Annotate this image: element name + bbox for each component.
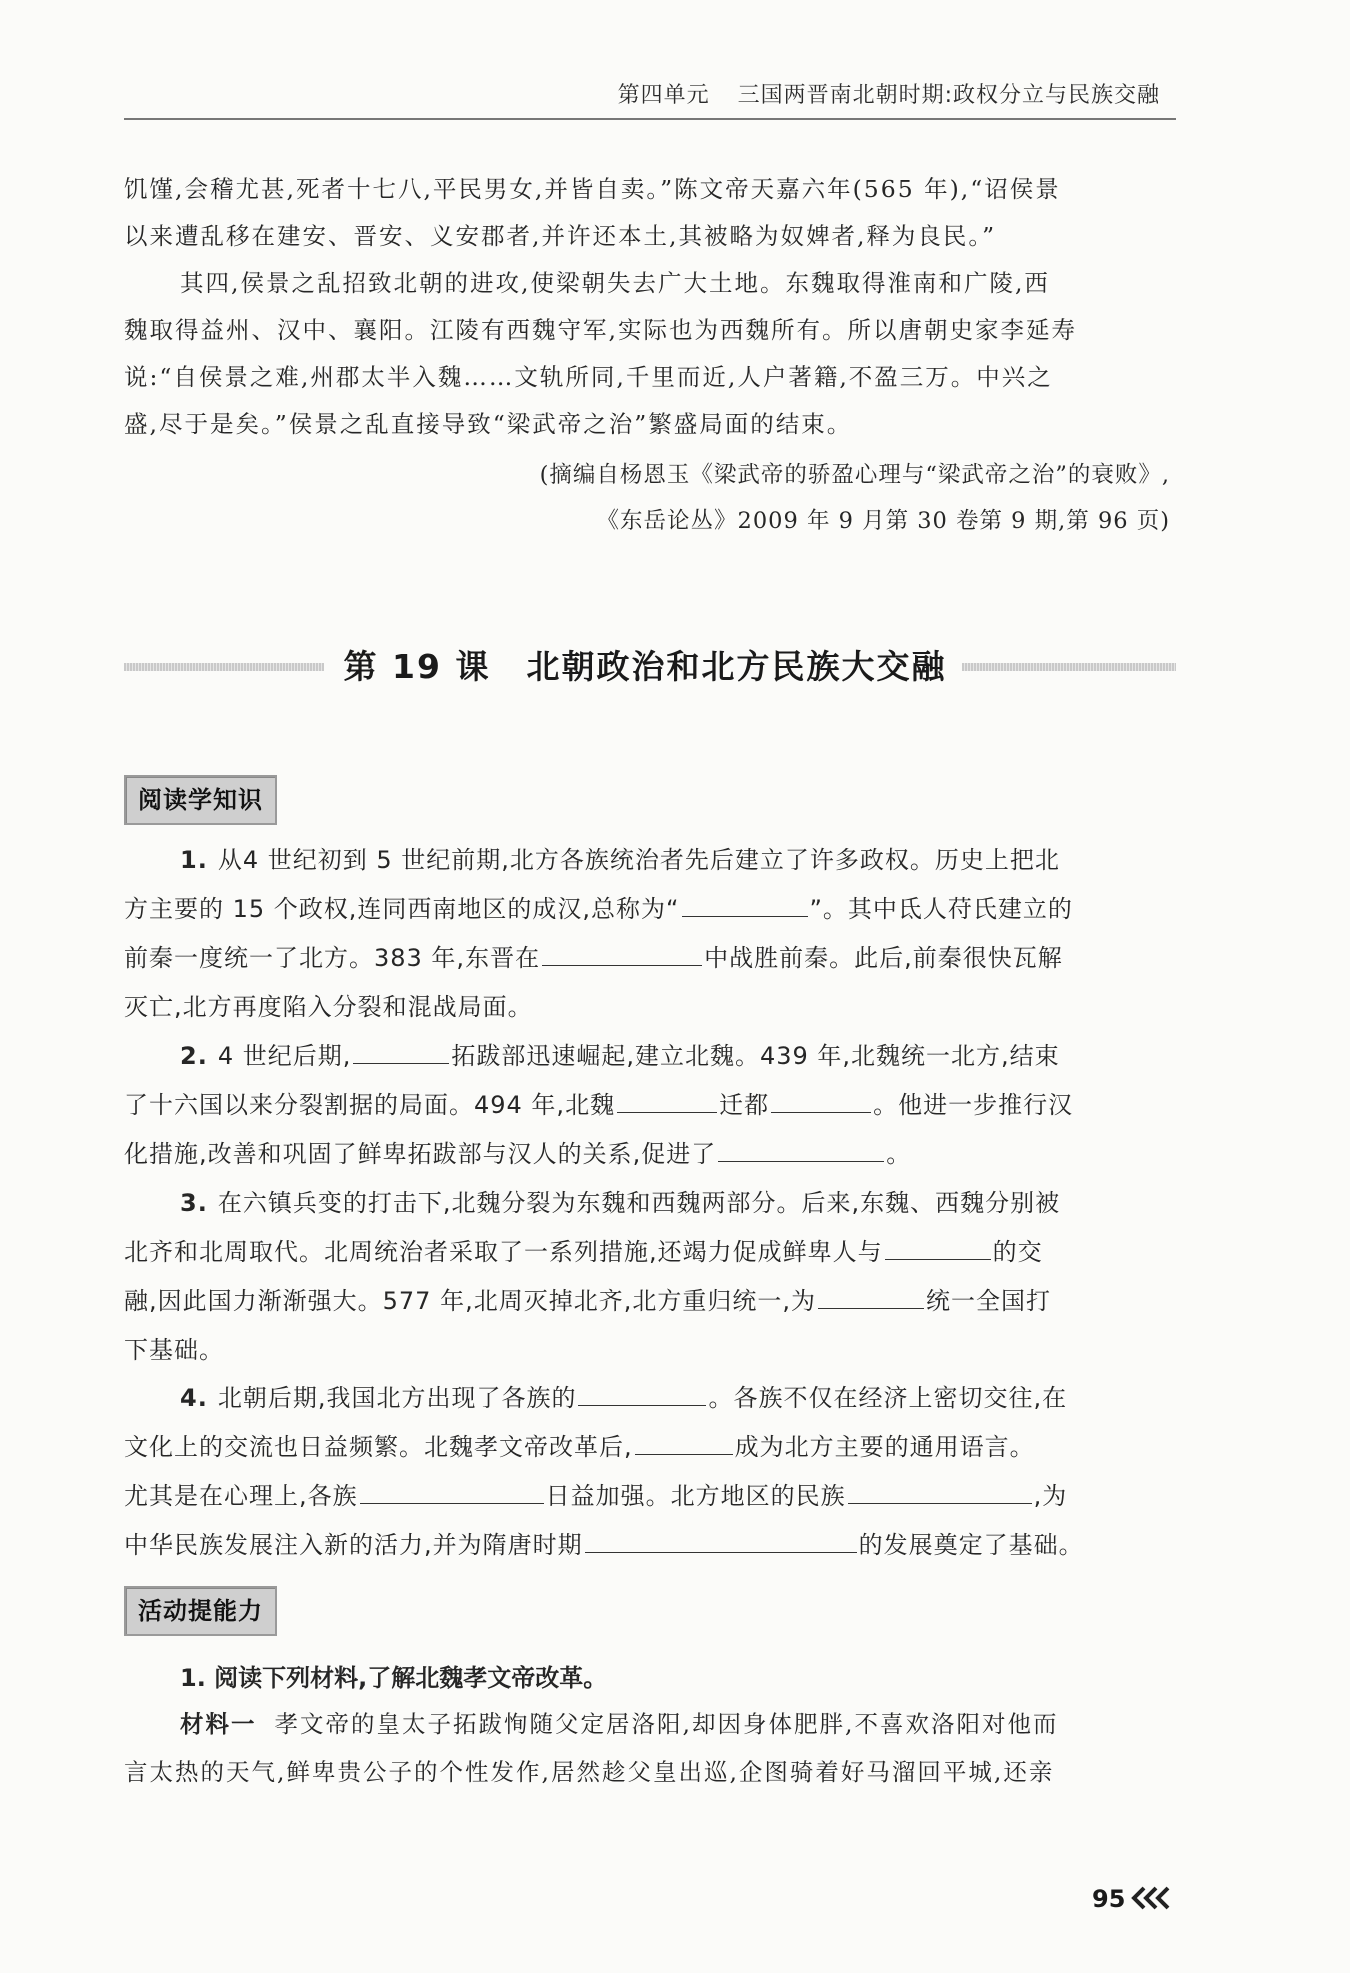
running-header (618, 78, 1160, 109)
excerpt-line-3: 其四,侯景之乱招致北朝的进攻,使梁朝失去广大土地。东魏取得淮南和广陵,西 (180, 269, 1050, 297)
q2-text-3b: 。 (886, 1140, 912, 1168)
answer-blank[interactable] (353, 1035, 449, 1064)
header-rule (124, 118, 1176, 120)
answer-blank[interactable] (771, 1084, 871, 1113)
q1-text-4: 灭亡,北方再度陷入分裂和混战局面。 (124, 993, 533, 1021)
answer-blank[interactable] (818, 1280, 924, 1309)
question-2 (124, 1032, 1176, 1179)
q3-text-2b: 的交 (992, 1238, 1043, 1266)
material-line-1: 孝文帝的皇太子拓跋恂随父定居洛阳,却因身体肥胖,不喜欢洛阳对他而 (274, 1710, 1059, 1738)
q2-number: 2. (180, 1042, 208, 1070)
title-rule-left (124, 663, 324, 671)
answer-blank[interactable] (885, 1231, 991, 1260)
answer-blank[interactable] (848, 1475, 1032, 1504)
page-number: 95 (1092, 1885, 1126, 1913)
excerpt-line-2: 以来遭乱移在建安、晋安、义安郡者,并许还本土,其被略为奴婢者,释为良民。” (124, 222, 997, 250)
q4-text-1a: 北朝后期,我国北方出现了各族的 (217, 1384, 577, 1412)
answer-blank[interactable] (682, 888, 808, 917)
lesson-number: 第 19 课 (343, 647, 491, 686)
answer-blank[interactable] (578, 1377, 706, 1406)
unit-label: 第四单元 (617, 83, 710, 108)
material-line-2: 言太热的天气,鲜卑贵公子的个性发作,居然趁父皇出巡,企图骑着好马溜回平城,还亲 (124, 1758, 1055, 1786)
lesson-title-bar (124, 633, 1176, 693)
citation-line-1: (摘编自杨恩玉《梁武帝的骄盈心理与“梁武帝之治”的衰败》, (539, 462, 1170, 488)
question-3 (124, 1179, 1176, 1375)
citation-line-2: 《东岳论丛》2009 年 9 月第 30 卷第 9 期,第 96 页) (596, 508, 1170, 534)
activity-question-1: 1. 阅读下列材料,了解北魏孝文帝改革。 (180, 1664, 608, 1692)
material-one (124, 1700, 1058, 1796)
question-1 (124, 836, 1176, 1032)
lesson-name: 北朝政治和北方民族大交融 (526, 647, 947, 686)
section-badge-reading: 阅读学知识 (124, 775, 277, 825)
question-4 (124, 1374, 1176, 1570)
q2-text-3a: 化措施,改善和巩固了鲜卑拓跋部与汉人的关系,促进了 (124, 1140, 717, 1168)
q1-number: 1. (180, 846, 208, 874)
answer-blank[interactable] (718, 1133, 884, 1162)
q3-text-2a: 北齐和北周取代。北周统治者采取了一系列措施,还竭力促成鲜卑人与 (124, 1238, 883, 1266)
answer-blank[interactable] (617, 1084, 717, 1113)
q4-number: 4. (180, 1384, 208, 1412)
q2-text-1b: 拓跋部迅速崛起,建立北魏。439 年,北魏统一北方,结束 (451, 1042, 1060, 1070)
q3-text-1: 在六镇兵变的打击下,北魏分裂为东魏和西魏两部分。后来,东魏、西魏分别被 (217, 1189, 1061, 1217)
q2-text-2c: 。他进一步推行汉 (873, 1091, 1074, 1119)
q4-text-4b: 的发展奠定了基础。 (858, 1531, 1084, 1559)
q4-text-2a: 文化上的交流也日益频繁。北魏孝文帝改革后, (124, 1433, 633, 1461)
excerpt-line-1: 饥馑,会稽尤甚,死者十七八,平民男女,并皆自卖。”陈文帝天嘉六年(565 年),“诏侯景 (124, 175, 1061, 203)
answer-blank[interactable] (585, 1524, 857, 1553)
answer-blank[interactable] (635, 1426, 733, 1455)
q2-text-1a: 4 世纪后期, (217, 1042, 352, 1070)
answer-blank[interactable] (360, 1475, 544, 1504)
q4-text-2b: 成为北方主要的通用语言。 (734, 1433, 1035, 1461)
q1-text-1: 从4 世纪初到 5 世纪前期,北方各族统治者先后建立了许多政权。历史上把北 (217, 846, 1060, 874)
q1-text-3b: 中战胜前秦。此后,前秦很快瓦解 (704, 944, 1063, 972)
q4-text-3b: 日益加强。北方地区的民族 (545, 1482, 846, 1510)
q4-text-4a: 中华民族发展注入新的活力,并为隋唐时期 (124, 1531, 583, 1559)
excerpt-line-5: 说:“自侯景之难,州郡太半入魏……文轨所同,千里而近,人户著籍,不盈三万。中兴之 (124, 363, 1053, 391)
q1-text-3a: 前秦一度统一了北方。383 年,东晋在 (124, 944, 541, 972)
q3-text-3a: 融,因此国力渐渐强大。577 年,北周灭掉北齐,北方重归统一,为 (124, 1287, 816, 1315)
chevron-left-icon (1130, 1886, 1176, 1910)
excerpt-line-4: 魏取得益州、汉中、襄阳。江陵有西魏守军,实际也为西魏所有。所以唐朝史家李延寿 (124, 316, 1077, 344)
q1-text-2b: ”。其中氐人苻氏建立的 (809, 895, 1073, 923)
title-rule-right (962, 663, 1176, 671)
q3-number: 3. (180, 1189, 208, 1217)
unit-title: 三国两晋南北朝时期:政权分立与民族交融 (737, 83, 1160, 108)
q1-text-2a: 方主要的 15 个政权,连同西南地区的成汉,总称为“ (124, 895, 680, 923)
section-badge-activity: 活动提能力 (124, 1586, 277, 1636)
q4-text-3c: ,为 (1033, 1482, 1068, 1510)
lesson-title (338, 641, 952, 688)
q3-text-4: 下基础。 (124, 1336, 224, 1364)
q2-text-2a: 了十六国以来分裂割据的局面。494 年,北魏 (124, 1091, 616, 1119)
q4-text-1b: 。各族不仅在经济上密切交往,在 (708, 1384, 1068, 1412)
q2-text-2b: 迁都 (719, 1091, 770, 1119)
q3-text-3b: 统一全国打 (925, 1287, 1051, 1315)
q4-text-3a: 尤其是在心理上,各族 (124, 1482, 358, 1510)
answer-blank[interactable] (542, 937, 702, 966)
excerpt-line-6: 盛,尽于是矣。”侯景之乱直接导致“梁武帝之治”繁盛局面的结束。 (124, 410, 853, 438)
material-label: 材料一 (180, 1710, 257, 1738)
